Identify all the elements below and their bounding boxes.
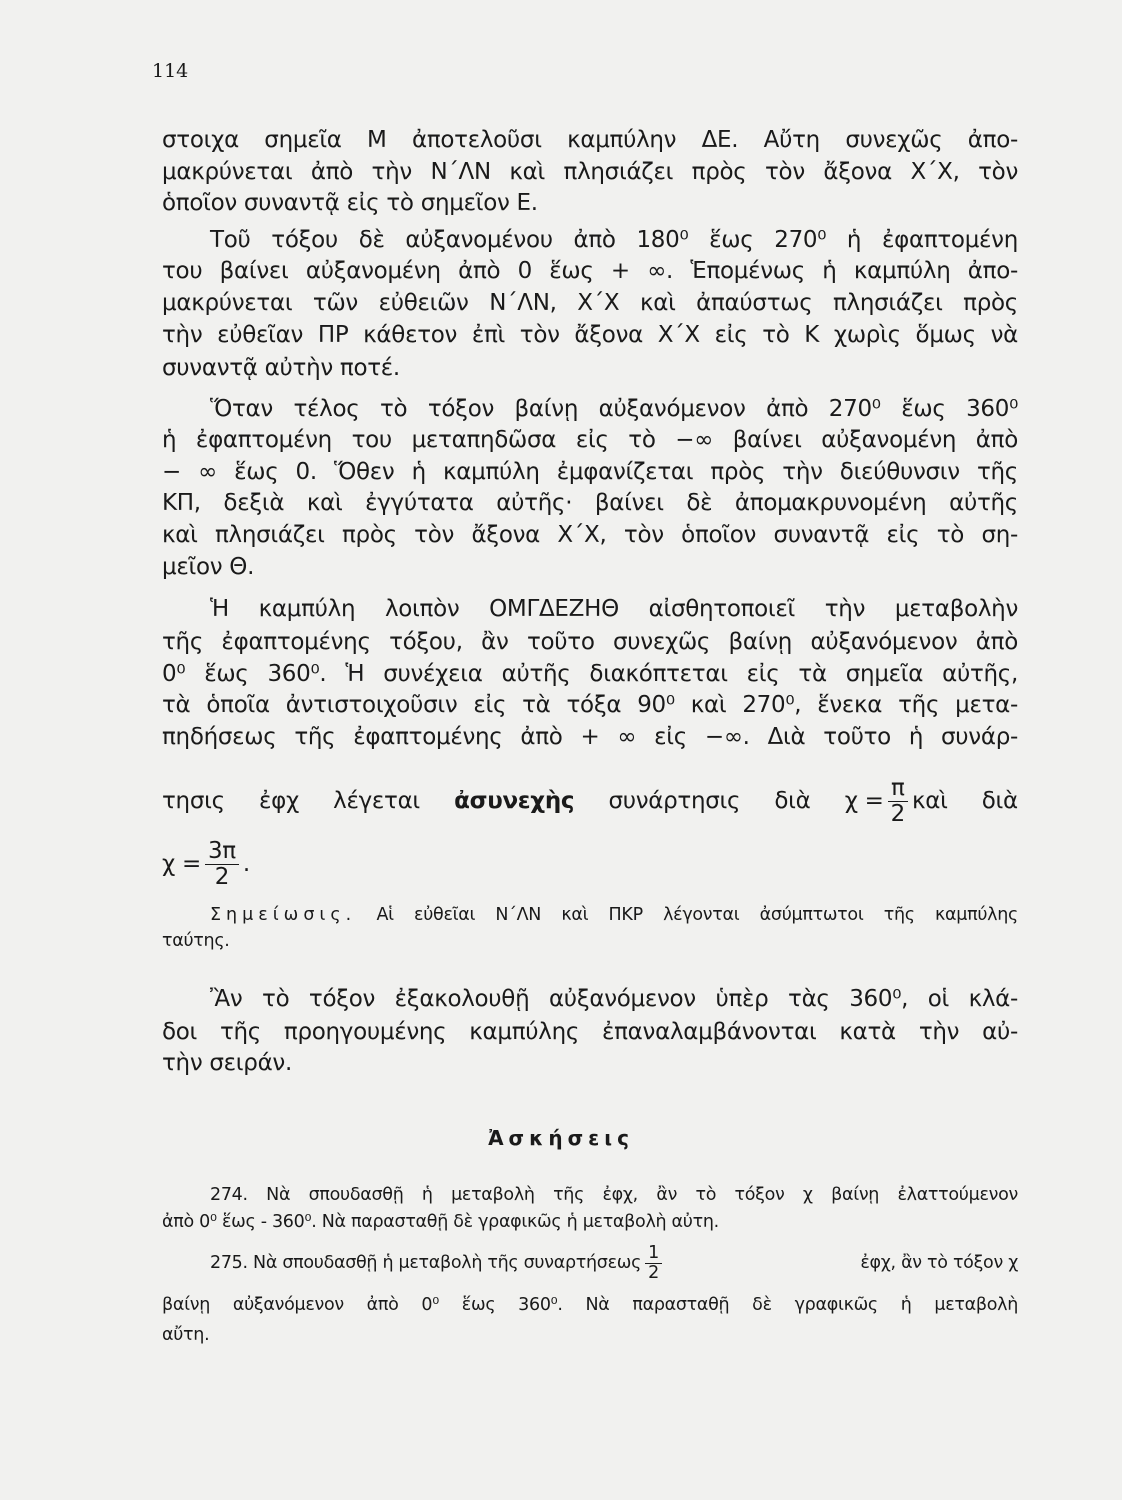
exercise-274: 274. Νὰ σπουδασθῇ ἡ μεταβολὴ τῆς ἐφχ, ἂν τὸ τόξον χ βαίνῃ ἐλαττούμενον — [210, 1185, 1018, 1205]
note-line: ταύτης. — [162, 931, 230, 951]
exercise-274-cont: ἀπὸ 0⁰ ἕως - 360⁰. Νὰ παρασταθῇ δὲ γραφικῶς ἡ μεταβολὴ αὐτη. — [162, 1212, 719, 1232]
note-label: Σημείωσις. — [210, 905, 357, 925]
exercise-275 — [210, 1238, 1018, 1288]
period: . — [242, 851, 250, 877]
text-line: τῆς ἐφαπτομένης τόξου, ἂν τοῦτο συνεχῶς βαίνῃ αὐξανόμενον ἀπὸ — [162, 629, 1018, 655]
fraction-numerator: 1 — [645, 1244, 662, 1263]
word: συνάρτησις — [608, 788, 741, 814]
bold-term: ἀσυνεχὴς — [454, 788, 575, 814]
fraction — [645, 1244, 662, 1282]
equation-line — [162, 776, 1018, 826]
note-line — [210, 902, 1018, 928]
text-line: Ἡ καμπύλη λοιπὸν ΟΜΓΔΕΖΗΘ αἰσθητοποιεῖ τὴν μεταβολὴν — [210, 596, 1018, 622]
section-heading: Ἀσκήσεις — [488, 1126, 634, 1150]
word: λέγεται — [333, 788, 420, 814]
text-line: μεῖον Θ. — [162, 554, 255, 580]
text-line: μακρύνεται ἀπὸ τὴν Ν΄ΛΝ καὶ πλησιάζει πρὸς τὸν ἄξονα Χ΄Χ, τὸν — [162, 159, 1018, 185]
text-line: ΚΠ, δεξιὰ καὶ ἐγγύτατα αὐτῆς· βαίνει δὲ ἀπομακρυνομένη αὐτῆς — [162, 490, 1018, 516]
text-line: δοι τῆς προηγουμένης καμπύλης ἐπαναλαμβάνονται κατὰ τὴν αὐ- — [162, 1019, 1018, 1045]
text-line: τὴν εὐθεῖαν ΠΡ κάθετον ἐπὶ τὸν ἄξονα Χ΄Χ εἰς τὸ Κ χωρὶς ὅμως νὰ — [162, 322, 1018, 348]
text-line: ἡ ἐφαπτομένη του μεταπηδῶσα εἰς τὸ −∞ βαίνει αὐξανομένη ἀπὸ — [162, 427, 1018, 453]
text-line: − ∞ ἕως 0. Ὅθεν ἡ καμπύλη ἐμφανίζεται πρὸς τὴν διεύθυνσιν τῆς — [162, 459, 1018, 485]
word: ἐφχ — [258, 788, 299, 814]
text-line: πηδήσεως τῆς ἐφαπτομένης ἀπὸ + ∞ εἰς −∞. Διὰ τοῦτο ἡ συνάρ- — [162, 724, 1018, 750]
text-line: τὰ ὁποῖα ἀντιστοιχοῦσιν εἰς τὰ τόξα 90⁰ καὶ 270⁰, ἕνεκα τῆς μετα- — [162, 692, 1018, 718]
text-line: ὁποῖον συναντᾷ εἰς τὸ σημεῖον Ε. — [162, 190, 538, 216]
equation-line — [162, 836, 1018, 892]
exercise-275-cont: βαίνῃ αὐξανόμενον ἀπὸ 0⁰ ἕως 360⁰. Νὰ παρασταθῇ δὲ γραφικῶς ἡ μεταβολὴ — [162, 1295, 1018, 1315]
equation-lhs: χ = — [844, 788, 884, 814]
fraction — [205, 839, 239, 888]
text-line: καὶ πλησιάζει πρὸς τὸν ἄξονα Χ΄Χ, τὸν ὁποῖον συναντᾷ εἰς τὸ ση- — [162, 522, 1018, 548]
word: καὶ — [912, 788, 948, 814]
page-number: 114 — [152, 60, 189, 82]
text-line: 0⁰ ἕως 360⁰. Ἡ συνέχεια αὐτῆς διακόπτεται εἰς τὰ σημεῖα αὐτῆς, — [162, 661, 1018, 687]
text-line: συναντᾷ αὐτὴν ποτέ. — [162, 355, 400, 381]
note-text: Αἱ εὐθεῖαι Ν΄ΛΝ καὶ ΠΚΡ λέγονται ἀσύμπτωτοι τῆς καμπύλης — [376, 905, 1018, 925]
word: διὰ — [981, 788, 1018, 814]
word: διὰ — [774, 788, 811, 814]
equation-lhs: χ = — [162, 851, 201, 877]
exercise-275-cont: αὔτη. — [162, 1325, 210, 1345]
text-line: στοιχα σημεῖα Μ ἀποτελοῦσι καμπύλην ΔΕ. Αὔτη συνεχῶς ἀπο- — [162, 127, 1018, 153]
text-line: του βαίνει αὐξανομένη ἀπὸ 0 ἕως + ∞. Ἑπομένως ἡ καμπύλη ἀπο- — [162, 258, 1018, 284]
text-line: Τοῦ τόξου δὲ αὐξανομένου ἀπὸ 180⁰ ἕως 270⁰ ἡ ἐφαπτομένη — [210, 227, 1018, 253]
fraction-denominator: 2 — [890, 800, 905, 827]
text-line: Ὅταν τέλος τὸ τόξον βαίνῃ αὐξανόμενον ἀπὸ 270⁰ ἕως 360⁰ — [210, 396, 1018, 422]
fraction — [888, 776, 908, 825]
fraction-denominator: 2 — [214, 863, 230, 890]
fraction-numerator: π — [888, 776, 908, 801]
text-line: Ἂν τὸ τόξον ἐξακολουθῇ αὐξανόμενον ὑπὲρ τὰς 360⁰, οἱ κλά- — [210, 986, 1018, 1012]
fraction-numerator: 3π — [205, 839, 239, 864]
text-line: τὴν σειράν. — [162, 1050, 292, 1076]
word: τησις — [162, 788, 225, 814]
fraction-denominator: 2 — [648, 1262, 659, 1283]
exercise-text: ἐφχ, ἂν τὸ τόξον χ — [860, 1253, 1018, 1273]
exercise-text: 275. Νὰ σπουδασθῇ ἡ μεταβολὴ τῆς συναρτήσεως — [210, 1253, 642, 1273]
text-line: μακρύνεται τῶν εὐθειῶν Ν΄ΛΝ, Χ΄Χ καὶ ἀπαύστως πλησιάζει πρὸς — [162, 290, 1018, 316]
